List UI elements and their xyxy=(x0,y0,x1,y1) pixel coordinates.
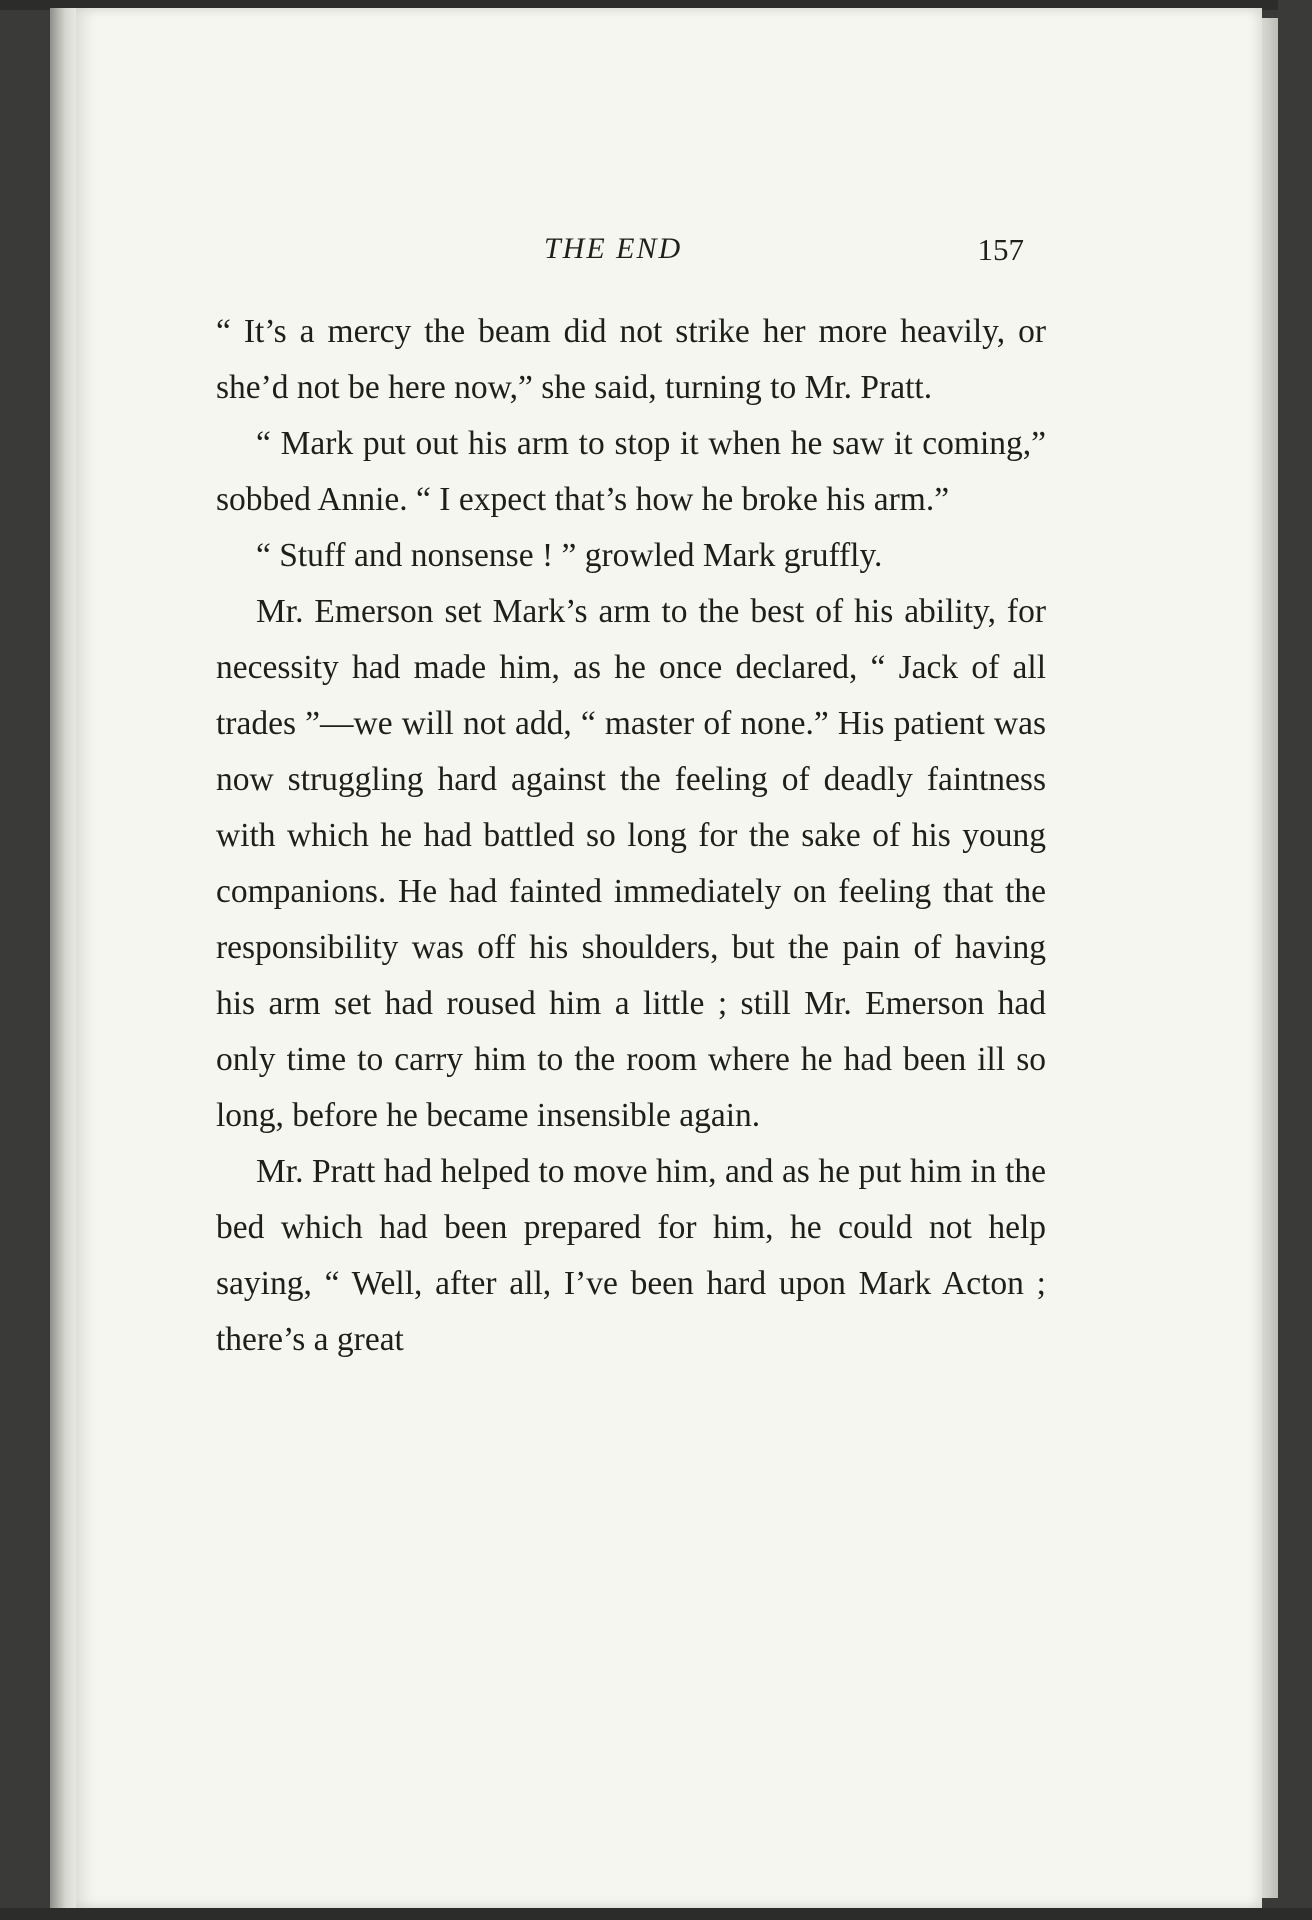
paragraph: Mr. Pratt had helped to move him, and as he put him in the bed which had been prepared for him, he could not help saying, “ Well, after all, I’ve been hard upon Mark Acton ; there’s a great xyxy=(216,1153,1046,1358)
body-text xyxy=(216,304,1046,1368)
paragraph: “ It’s a mercy the beam did not strike her more heavily, or she’d not be here now,” she said, turning to Mr. Pratt. xyxy=(216,313,1046,406)
paragraph: “ Stuff and nonsense ! ” growled Mark gruffly. xyxy=(256,537,883,574)
paragraph: Mr. Emerson set Mark’s arm to the best of his ability, for necessity had made him, as he once declared, “ Jack of all trades ”—we will not add, “ master of none.” His patient was now struggling hard against the feeling of deadly faintness with which he had battled so long for the sake of his young companions. He had fainted immediately on feeling that the responsibility was off his shoulders, but the pain of having his arm set had roused him a little ; still Mr. Emerson had only time to carry him to the room where he had been ill so long, before he became insensible again. xyxy=(216,593,1046,1134)
page-edge xyxy=(1262,18,1278,1898)
bottom-scan-shadow xyxy=(0,1908,1312,1920)
right-scan-shadow xyxy=(1278,0,1312,1920)
running-head xyxy=(214,232,1024,276)
book-gutter xyxy=(50,8,76,1908)
paragraph: “ Mark put out his arm to stop it when he saw it coming,” sobbed Annie. “ I expect that’s how he broke his arm.” xyxy=(216,425,1046,518)
page-number: 157 xyxy=(977,232,1024,267)
running-head-title: THE END xyxy=(544,232,683,265)
